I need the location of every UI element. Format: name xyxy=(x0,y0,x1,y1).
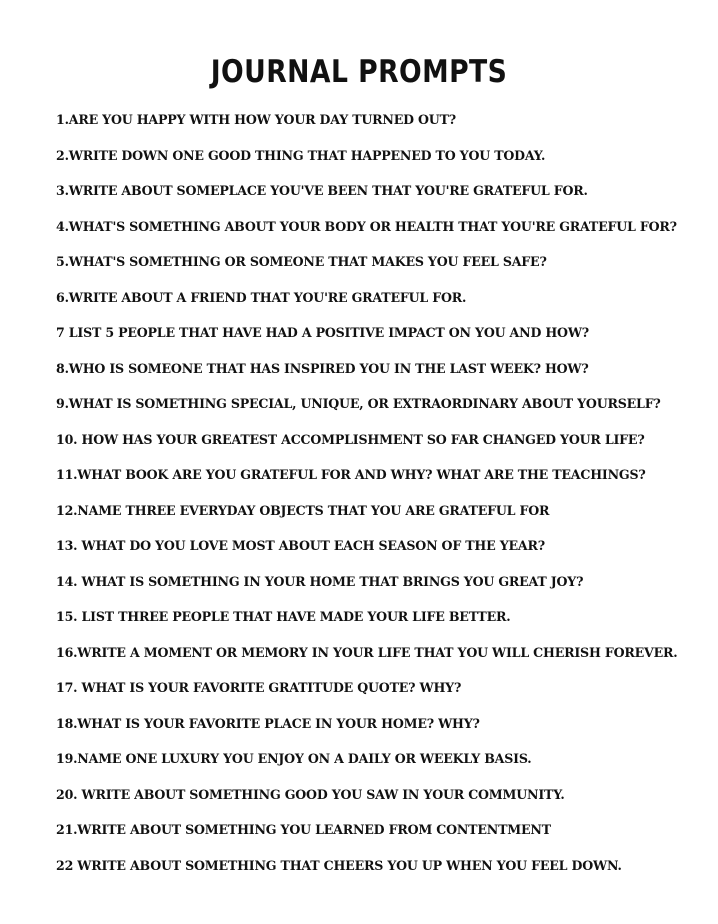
prompt-item: 1.ARE YOU HAPPY WITH HOW YOUR DAY TURNED OUT? xyxy=(56,112,456,127)
prompt-list xyxy=(56,109,686,890)
prompt-item: 13. WHAT DO YOU LOVE MOST ABOUT EACH SEASON OF THE YEAR? xyxy=(56,538,545,553)
prompt-item: 6.WRITE ABOUT A FRIEND THAT YOU'RE GRATEFUL FOR. xyxy=(56,289,467,305)
prompt-item: 5.WHAT'S SOMETHING OR SOMEONE THAT MAKES YOU FEEL SAFE? xyxy=(56,254,547,269)
prompt-item: 11.WHAT BOOK ARE YOU GRATEFUL FOR AND WHY? WHAT ARE THE TEACHINGS? xyxy=(56,467,646,482)
prompt-item: 15. LIST THREE PEOPLE THAT HAVE MADE YOUR LIFE BETTER. xyxy=(56,609,511,624)
prompt-item: 19.NAME ONE LUXURY YOU ENJOY ON A DAILY OR WEEKLY BASIS. xyxy=(56,751,532,766)
prompt-item: 22 WRITE ABOUT SOMETHING THAT CHEERS YOU UP WHEN YOU FEEL DOWN. xyxy=(56,857,622,873)
prompt-item: 2.WRITE DOWN ONE GOOD THING THAT HAPPENED TO YOU TODAY. xyxy=(56,147,546,163)
prompt-item: 8.WHO IS SOMEONE THAT HAS INSPIRED YOU IN THE LAST WEEK? HOW? xyxy=(56,360,589,376)
prompt-item: 18.WHAT IS YOUR FAVORITE PLACE IN YOUR HOME? WHY? xyxy=(56,715,480,731)
prompt-item: 14. WHAT IS SOMETHING IN YOUR HOME THAT BRINGS YOU GREAT JOY? xyxy=(56,573,584,589)
prompt-item: 20. WRITE ABOUT SOMETHING GOOD YOU SAW IN YOUR COMMUNITY. xyxy=(56,786,565,802)
prompt-item: 7 LIST 5 PEOPLE THAT HAVE HAD A POSITIVE IMPACT ON YOU AND HOW? xyxy=(56,325,589,340)
prompt-item: 16.WRITE A MOMENT OR MEMORY IN YOUR LIFE THAT YOU WILL CHERISH FOREVER. xyxy=(56,644,678,660)
prompt-item: 21.WRITE ABOUT SOMETHING YOU LEARNED FROM CONTENTMENT xyxy=(56,822,551,837)
prompt-item: 10. HOW HAS YOUR GREATEST ACCOMPLISHMENT SO FAR CHANGED YOUR LIFE? xyxy=(56,431,645,447)
prompt-item: 9.WHAT IS SOMETHING SPECIAL, UNIQUE, OR EXTRAORDINARY ABOUT YOURSELF? xyxy=(56,396,661,411)
prompt-item: 4.WHAT'S SOMETHING ABOUT YOUR BODY OR HEALTH THAT YOU'RE GRATEFUL FOR? xyxy=(56,218,677,234)
prompt-item: 3.WRITE ABOUT SOMEPLACE YOU'VE BEEN THAT YOU'RE GRATEFUL FOR. xyxy=(56,183,588,198)
prompt-item: 17. WHAT IS YOUR FAVORITE GRATITUDE QUOTE? WHY? xyxy=(56,680,462,695)
page-title: JOURNAL PROMPTS xyxy=(210,54,508,90)
prompt-item: 12.NAME THREE EVERYDAY OBJECTS THAT YOU ARE GRATEFUL FOR xyxy=(56,502,550,518)
